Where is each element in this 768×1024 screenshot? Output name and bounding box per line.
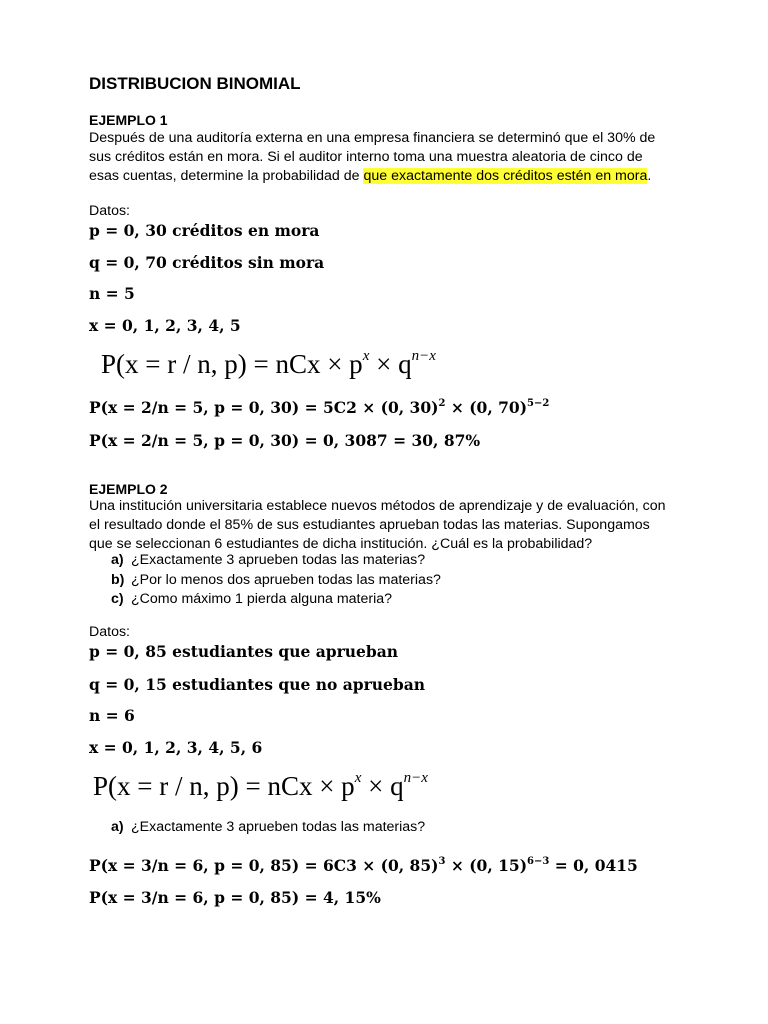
calc-text: × (0, 70) bbox=[445, 398, 528, 417]
x-values: x = 0, 1, 2, 3, 4, 5, 6 bbox=[89, 738, 263, 757]
statement-line bbox=[89, 167, 679, 186]
document-page bbox=[89, 0, 679, 1024]
calc-text: = 0, 0415 bbox=[549, 856, 638, 875]
calculation-line-1 bbox=[89, 398, 549, 417]
statement-line: el resultado donde el 85% de sus estudiantes aprueban todas las materias. Supongamos bbox=[89, 517, 650, 533]
list-item bbox=[111, 818, 425, 838]
statement-text: . bbox=[647, 168, 652, 184]
formula-text: × q bbox=[369, 349, 412, 379]
example-1-heading: EJEMPLO 1 bbox=[89, 112, 168, 128]
document-title: DISTRIBUCION BINOMIAL bbox=[89, 74, 301, 93]
calc-text: × (0, 15) bbox=[445, 856, 528, 875]
list-marker: a) bbox=[111, 552, 124, 568]
x-values: x = 0, 1, 2, 3, 4, 5 bbox=[89, 316, 241, 335]
statement-line: sus créditos están en mora. Si el auditor interno toma una muestra aleatoria de cinco de bbox=[89, 149, 643, 165]
formula-exponent: x bbox=[354, 770, 362, 786]
list-item-text: ¿Por lo menos dos aprueben todas las materias? bbox=[131, 571, 441, 588]
p-value: p = 0, 30 créditos en mora bbox=[89, 221, 320, 240]
example-2-heading: EJEMPLO 2 bbox=[89, 481, 168, 497]
q-value: q = 0, 15 estudiantes que no aprueban bbox=[89, 675, 426, 694]
question-list bbox=[111, 551, 441, 610]
datos-label: Datos: bbox=[89, 624, 131, 640]
statement-text: esas cuentas, determine la probabilidad de bbox=[89, 168, 364, 184]
p-value: p = 0, 85 estudiantes que aprueban bbox=[89, 642, 399, 661]
example-1-statement bbox=[89, 129, 679, 186]
formula-exponent: x bbox=[362, 348, 370, 364]
q-value: q = 0, 70 créditos sin mora bbox=[89, 253, 325, 272]
formula-exponent: n−x bbox=[403, 770, 428, 786]
formula-exponent: n−x bbox=[411, 348, 436, 364]
binomial-formula bbox=[93, 770, 428, 802]
example-2-statement bbox=[89, 497, 679, 554]
statement-line: que se seleccionan 6 estudiantes de dicha institución. ¿Cuál es la probabilidad? bbox=[89, 536, 593, 552]
list-item-text: ¿Exactamente 3 aprueben todas las materias? bbox=[131, 819, 426, 835]
n-value: n = 6 bbox=[89, 706, 135, 725]
list-item bbox=[111, 590, 441, 610]
calculation-line-1 bbox=[89, 856, 638, 875]
n-value: n = 5 bbox=[89, 284, 135, 303]
list-marker: c) bbox=[111, 591, 124, 607]
formula-text: × q bbox=[361, 771, 404, 801]
datos-label: Datos: bbox=[89, 203, 131, 219]
list-marker: b) bbox=[111, 571, 125, 588]
formula-text: P(x = r / n, p) = nCx × p bbox=[93, 771, 355, 801]
statement-line: Después de una auditoría externa en una empresa financiera se determinó que el 30% de bbox=[89, 130, 656, 146]
list-item-text: ¿Exactamente 3 aprueben todas las materias? bbox=[131, 552, 426, 568]
list-item-text: ¿Como máximo 1 pierda alguna materia? bbox=[131, 591, 393, 607]
list-item bbox=[111, 551, 441, 571]
calculation-line-2: P(x = 2/n = 5, p = 0, 30) = 0, 3087 = 30, 87% bbox=[89, 431, 481, 450]
statement-line: Una institución universitaria establece nuevos métodos de aprendizaje y de evaluación, con bbox=[89, 498, 666, 514]
sub-question bbox=[111, 818, 425, 838]
highlighted-text: que exactamente dos créditos estén en mora bbox=[363, 168, 648, 184]
calc-text: P(x = 3/n = 6, p = 0, 85) = 6C3 × (0, 85) bbox=[89, 856, 439, 875]
calc-exponent: 5−2 bbox=[527, 398, 550, 409]
calc-exponent: 6−3 bbox=[527, 856, 550, 867]
binomial-formula bbox=[101, 348, 436, 380]
calc-exponent: 3 bbox=[438, 856, 446, 867]
calc-text: P(x = 2/n = 5, p = 0, 30) = 5C2 × (0, 30) bbox=[89, 398, 439, 417]
list-marker: a) bbox=[111, 819, 124, 835]
list-item bbox=[111, 571, 441, 591]
calc-exponent: 2 bbox=[438, 398, 446, 409]
calculation-line-2: P(x = 3/n = 6, p = 0, 85) = 4, 15% bbox=[89, 888, 381, 907]
formula-text: P(x = r / n, p) = nCx × p bbox=[101, 349, 363, 379]
